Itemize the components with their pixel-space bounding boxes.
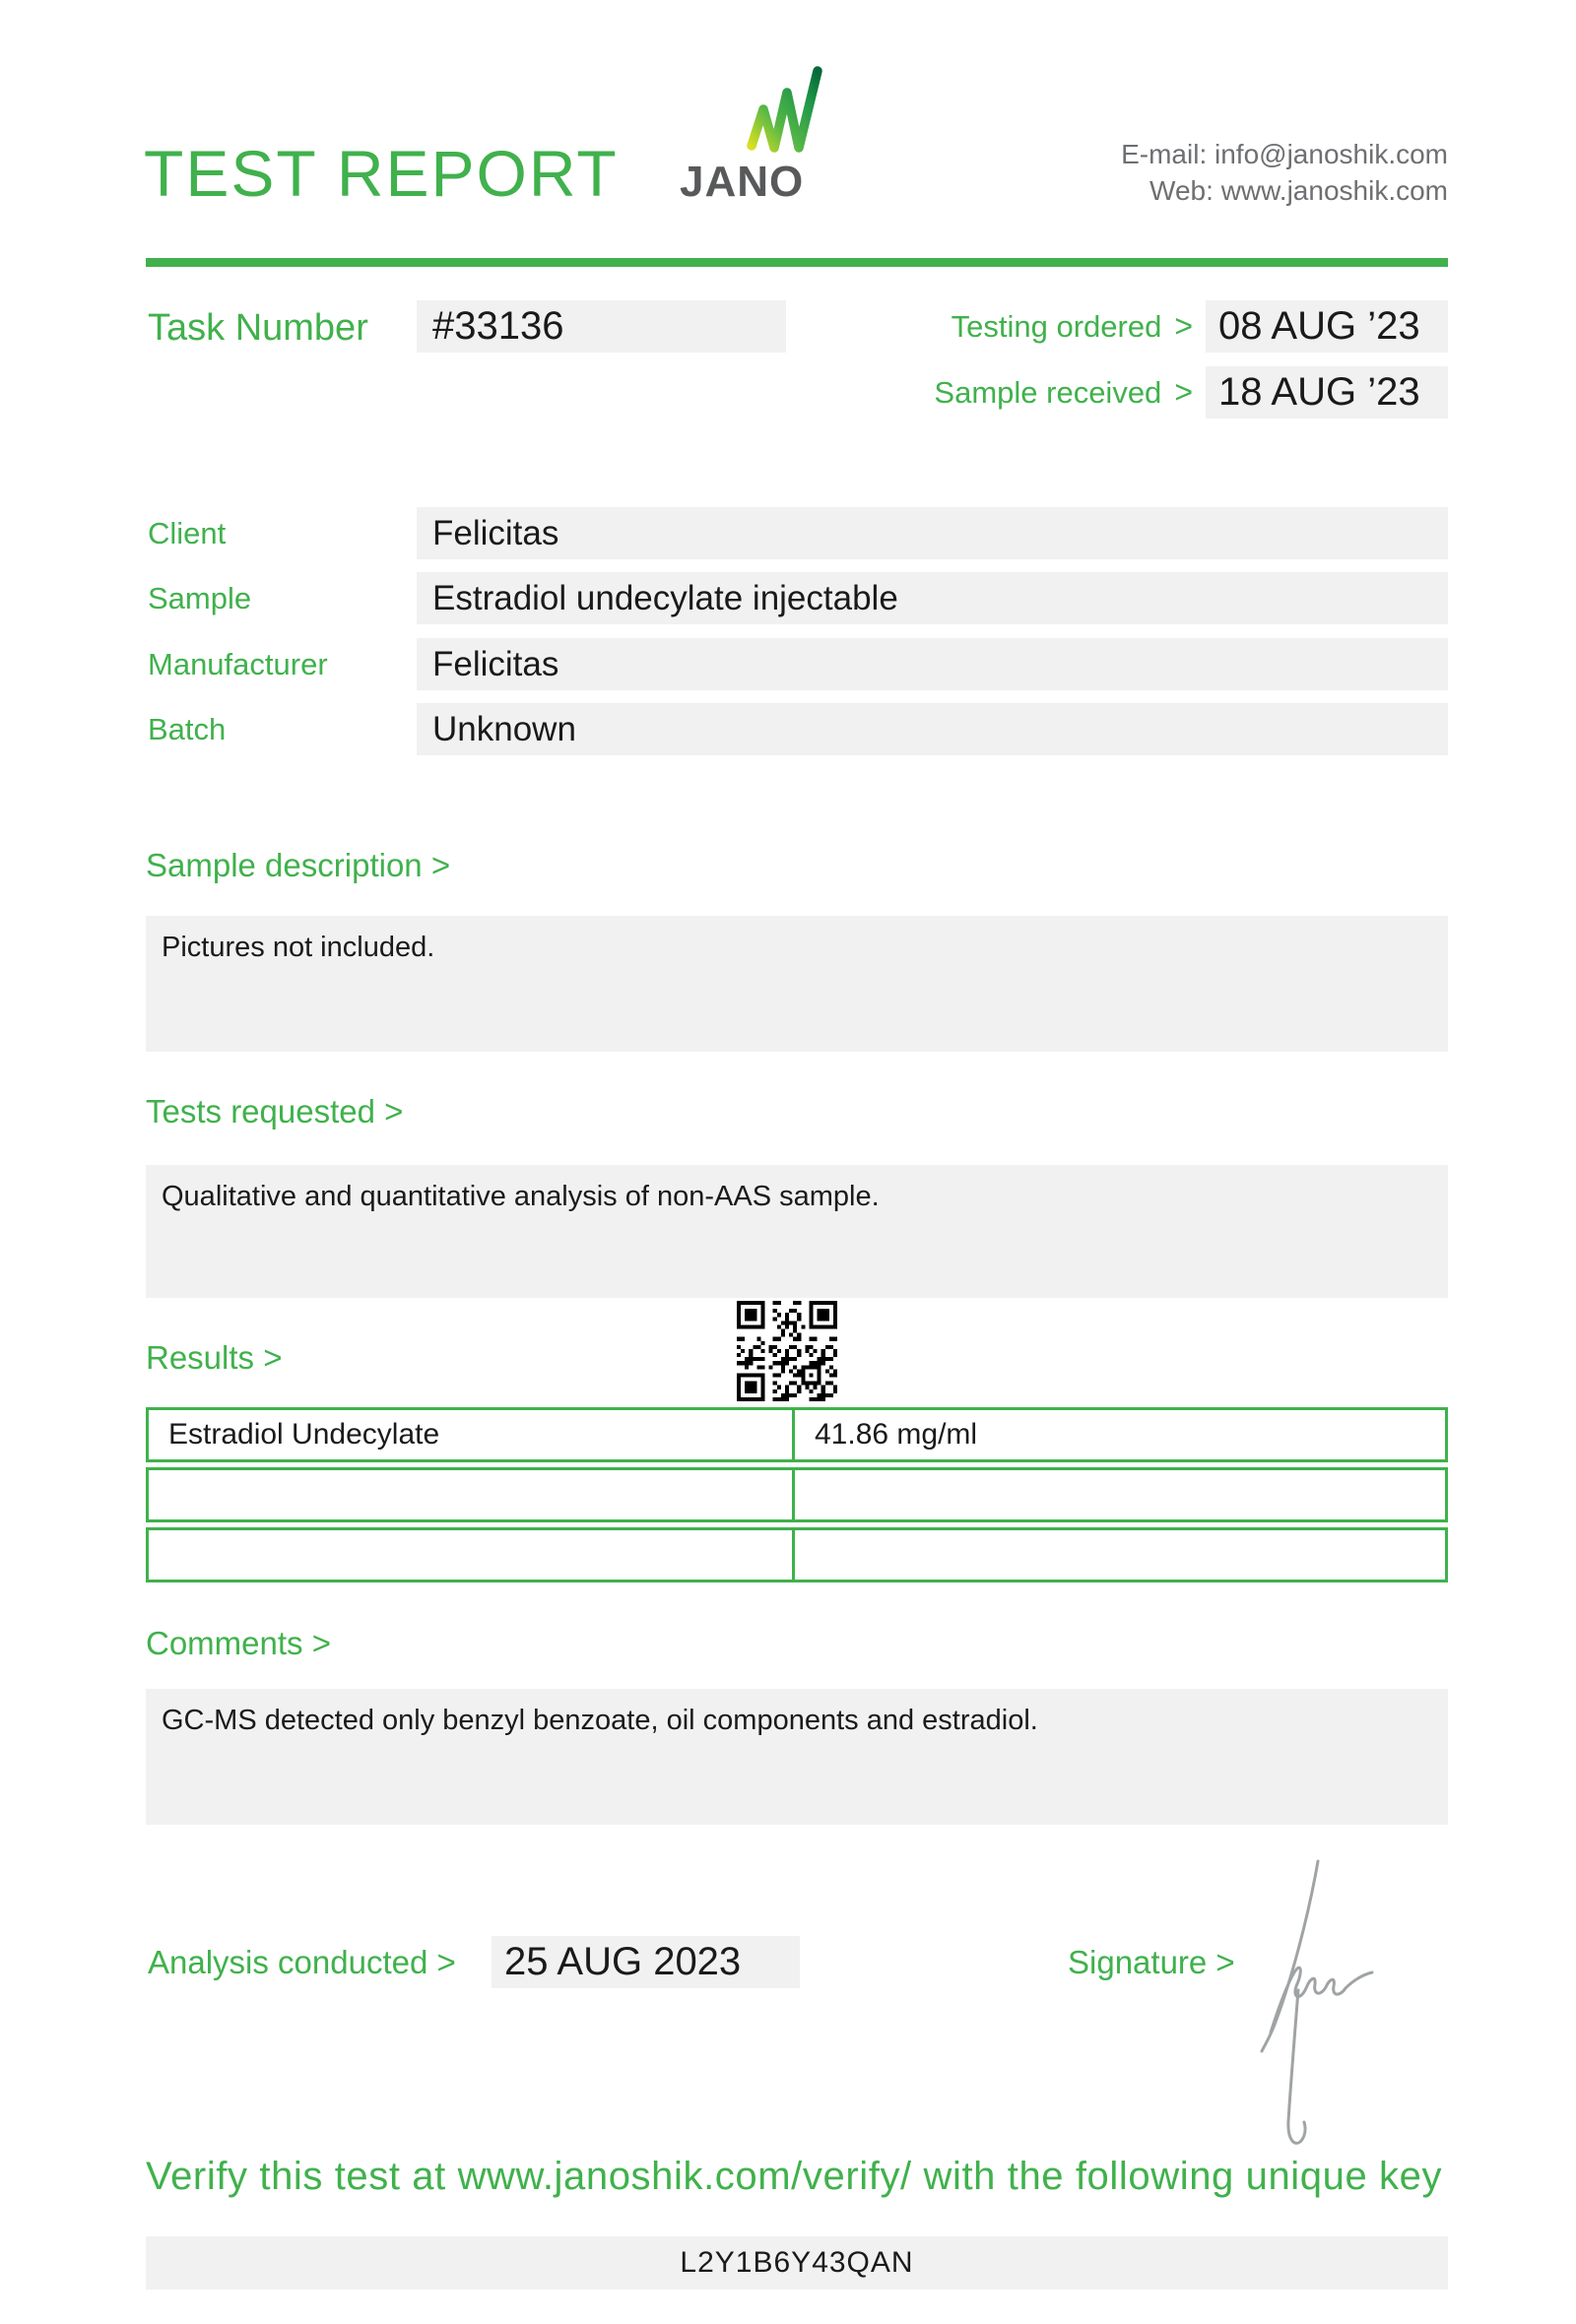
client-label: Client	[148, 515, 227, 550]
logo-wordmark	[680, 158, 912, 207]
sample-description-text: Pictures not included.	[162, 932, 435, 963]
results-heading: Results >	[146, 1339, 283, 1376]
sample-value	[417, 572, 1448, 624]
client-text: Felicitas	[432, 513, 559, 552]
verify-instruction: Verify this test at www.janoshik.com/verify/ with the following unique key	[146, 2155, 1443, 2198]
sample-received-label: Sample received	[934, 374, 1162, 410]
results-table-row	[146, 1467, 1448, 1522]
results-table-row	[146, 1407, 1448, 1462]
sample-received-value	[1206, 366, 1448, 419]
chevron-icon: >	[1174, 374, 1193, 410]
batch-value	[417, 703, 1448, 755]
qr-code-icon	[737, 1301, 837, 1401]
sample-description-heading: Sample description >	[146, 847, 451, 883]
batch-label: Batch	[148, 711, 227, 746]
comments-heading: Comments >	[146, 1625, 331, 1661]
email-value: info@janoshik.com	[1215, 139, 1448, 169]
analysis-conducted-value	[492, 1936, 800, 1988]
unique-key-text: L2Y1B6Y43QAN	[680, 2246, 914, 2279]
manufacturer-value	[417, 638, 1448, 690]
detail-row-sample	[146, 572, 1448, 624]
task-number-value	[417, 300, 786, 353]
comments-text: GC-MS detected only benzyl benzoate, oil components and estradiol.	[162, 1705, 1038, 1736]
contact-info	[1121, 136, 1448, 209]
result-substance-cell	[149, 1470, 795, 1519]
growth-chart-icon	[744, 63, 842, 161]
client-value	[417, 507, 1448, 559]
contact-web	[1121, 172, 1448, 209]
janoshik-logo	[680, 63, 912, 207]
result-value-cell: 41.86 mg/ml	[815, 1418, 978, 1451]
result-value-cell	[795, 1470, 1445, 1519]
detail-row-manufacturer	[146, 638, 1448, 690]
contact-email	[1121, 136, 1448, 172]
logo-text-shik: SHIK	[804, 158, 912, 206]
comments-box	[146, 1689, 1448, 1825]
sample-text: Estradiol undecylate injectable	[432, 578, 898, 617]
detail-row-client	[146, 507, 1448, 559]
testing-ordered-label: Testing ordered	[951, 308, 1162, 344]
result-value-cell	[795, 1530, 1445, 1580]
sample-description-box	[146, 916, 1448, 1052]
manufacturer-text: Felicitas	[432, 644, 559, 683]
task-number-text: #33136	[432, 304, 564, 348]
batch-text: Unknown	[432, 709, 576, 748]
sample-received-date: 18 AUG ’23	[1218, 370, 1420, 414]
result-substance-cell: Estradiol Undecylate	[149, 1410, 795, 1459]
analysis-date-text: 25 AUG 2023	[504, 1940, 742, 1983]
detail-row-batch	[146, 703, 1448, 755]
header-divider	[146, 258, 1448, 267]
sample-received-row	[934, 366, 1448, 419]
tests-requested-text: Qualitative and quantitative analysis of non-AAS sample.	[162, 1181, 880, 1212]
tests-requested-heading: Tests requested >	[146, 1093, 404, 1130]
manufacturer-label: Manufacturer	[148, 646, 328, 681]
results-table-row	[146, 1527, 1448, 1582]
web-label: Web:	[1149, 175, 1214, 206]
unique-key-box	[146, 2236, 1448, 2290]
page-title: TEST REPORT	[144, 137, 619, 210]
logo-text-jano: JANO	[680, 158, 805, 206]
testing-ordered-row	[952, 300, 1448, 353]
signature-scribble	[1243, 1847, 1411, 2163]
testing-ordered-date: 08 AUG ’23	[1218, 304, 1420, 348]
signature-label: Signature >	[1068, 1944, 1235, 1980]
result-substance-cell	[149, 1530, 795, 1580]
tests-requested-box	[146, 1165, 1448, 1298]
chevron-icon: >	[1174, 308, 1193, 344]
analysis-conducted-label: Analysis conducted >	[148, 1944, 456, 1980]
sample-label: Sample	[148, 580, 252, 615]
web-value: www.janoshik.com	[1220, 175, 1448, 206]
task-number-label: Task Number	[148, 307, 368, 349]
testing-ordered-value	[1206, 300, 1448, 353]
email-label: E-mail:	[1121, 139, 1208, 169]
